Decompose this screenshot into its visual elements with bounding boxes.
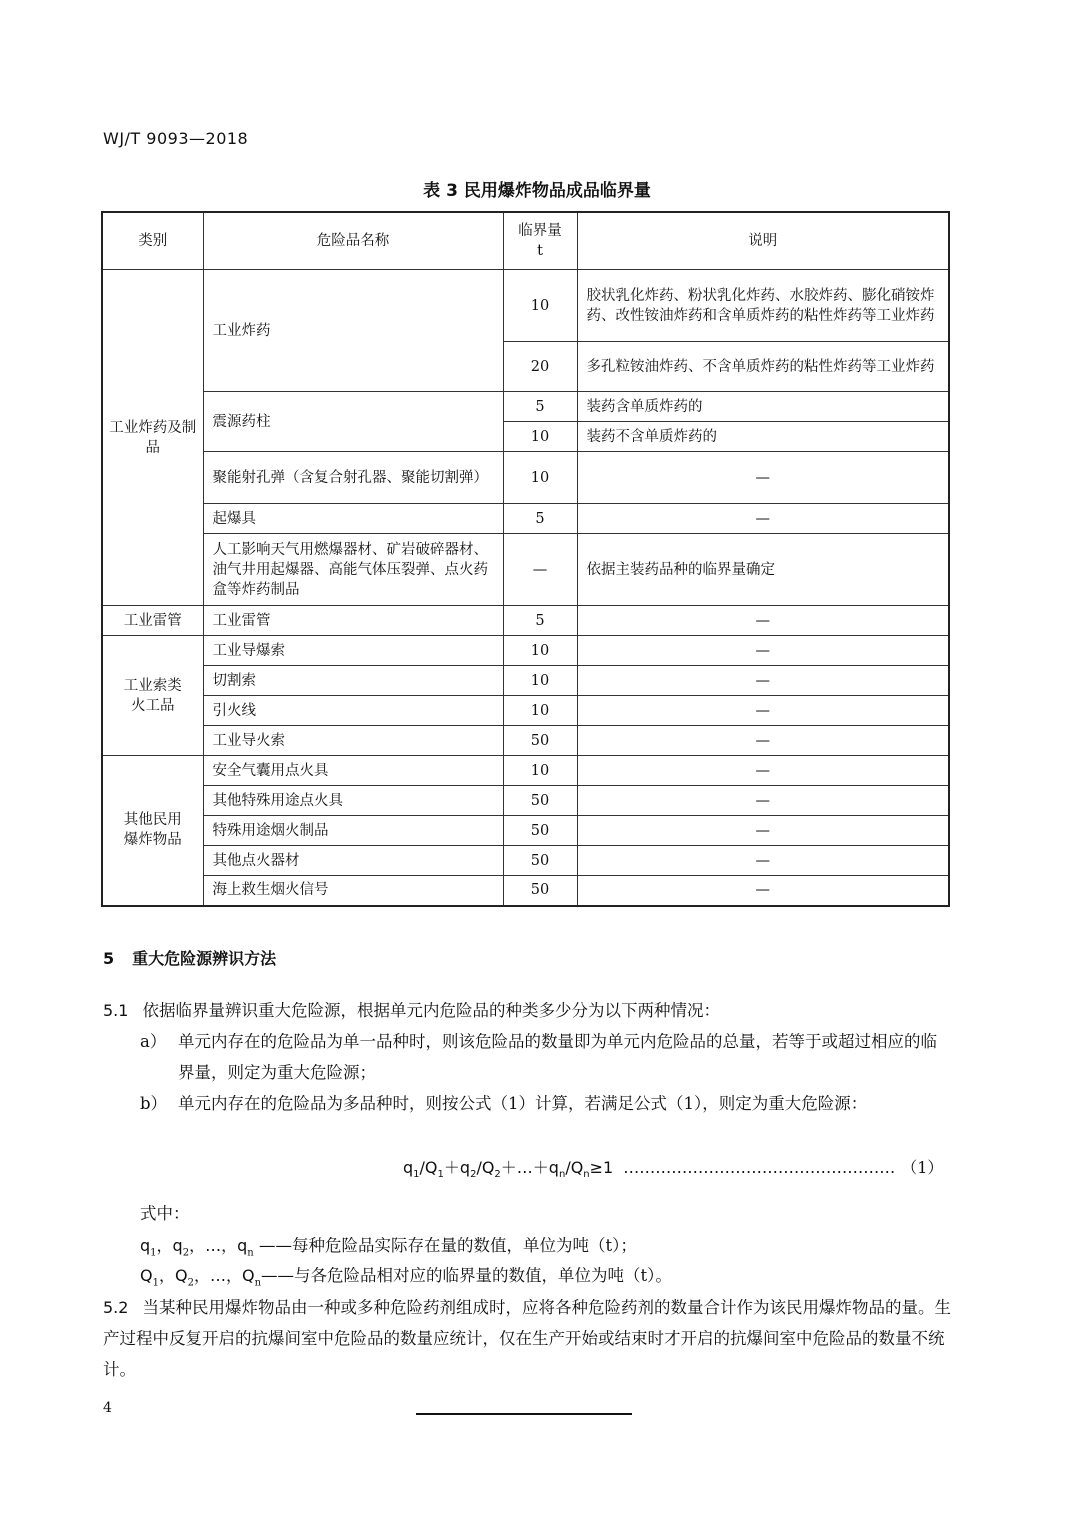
note-cell: — bbox=[577, 726, 949, 756]
table-row bbox=[102, 786, 949, 816]
header-threshold-label: 临界量 bbox=[518, 223, 562, 239]
formula-part: ＋q bbox=[443, 1158, 471, 1177]
value-cell: 10 bbox=[503, 636, 577, 666]
note-cell: — bbox=[577, 786, 949, 816]
note-cell: — bbox=[577, 606, 949, 636]
note-cell: — bbox=[577, 666, 949, 696]
header-threshold bbox=[503, 212, 577, 270]
formula-sub: 1 bbox=[413, 1169, 420, 1181]
value-cell: 10 bbox=[503, 452, 577, 504]
category-label: 工业炸药及制品 bbox=[109, 419, 197, 456]
table-row bbox=[102, 876, 949, 906]
note-cell: — bbox=[577, 756, 949, 786]
note-cell: — bbox=[577, 876, 949, 906]
table-row bbox=[102, 846, 949, 876]
value-cell: 20 bbox=[503, 342, 577, 392]
value-cell: 10 bbox=[503, 696, 577, 726]
clause-text: 当某种民用爆炸物品由一种或多种危险药剂组成时，应将各种危险药剂的数量合计作为该民用爆炸物品的量。生产过程中反复开启的抗爆间室中危险品的数量应统计，仅在生产开始或结束时才开启的抗爆间室中危险品的数量不统计。 bbox=[103, 1298, 951, 1379]
table-header-row bbox=[102, 212, 949, 270]
note-cell: 多孔粒铵油炸药、不含单质炸药的粘性炸药等工业炸药 bbox=[577, 342, 949, 392]
symbol: q bbox=[140, 1236, 151, 1255]
formula-part: ≥1 bbox=[589, 1158, 614, 1177]
name-cell: 其他点火器材 bbox=[203, 846, 503, 876]
value-cell: 50 bbox=[503, 846, 577, 876]
table-row bbox=[102, 726, 949, 756]
note-cell: — bbox=[577, 504, 949, 534]
formula-part: q bbox=[403, 1158, 414, 1177]
definition-text: ——每种危险品实际存在量的数值，单位为吨（t）； bbox=[253, 1236, 637, 1255]
header-name: 危险品名称 bbox=[203, 212, 503, 270]
formula-part: ＋…＋q bbox=[500, 1158, 559, 1177]
formula-part: /Q bbox=[419, 1158, 438, 1177]
category-label: 工业索类火工品 bbox=[123, 677, 182, 714]
formula-sub: 2 bbox=[470, 1169, 477, 1181]
note-cell: 装药不含单质炸药的 bbox=[577, 422, 949, 452]
value-cell: — bbox=[503, 534, 577, 606]
list-item-label: a） bbox=[140, 1032, 167, 1051]
formula-sub: n bbox=[583, 1169, 590, 1181]
list-item-a bbox=[140, 1026, 952, 1088]
symbol-sub: 1 bbox=[150, 1247, 157, 1259]
clause-5-2 bbox=[103, 1292, 953, 1385]
symbol-sub: 2 bbox=[182, 1247, 190, 1259]
formula-part: /Q bbox=[476, 1158, 495, 1177]
category-cell bbox=[102, 756, 203, 906]
name-cell: 其他特殊用途点火具 bbox=[203, 786, 503, 816]
value-cell: 50 bbox=[503, 816, 577, 846]
list-item-label: b） bbox=[140, 1094, 168, 1113]
table-row bbox=[102, 606, 949, 636]
name-cell: 工业雷管 bbox=[203, 606, 503, 636]
list-item-b bbox=[140, 1088, 952, 1119]
note-cell: — bbox=[577, 636, 949, 666]
value-cell: 50 bbox=[503, 786, 577, 816]
value-cell: 5 bbox=[503, 504, 577, 534]
table-row bbox=[102, 696, 949, 726]
table-row bbox=[102, 452, 949, 504]
table-row bbox=[102, 534, 949, 606]
value-cell: 5 bbox=[503, 392, 577, 422]
standard-code: WJ/T 9093—2018 bbox=[103, 129, 249, 148]
clause-5-1 bbox=[103, 995, 953, 1026]
critical-quantity-table bbox=[101, 211, 950, 907]
clause-number: 5.1 bbox=[103, 1001, 129, 1020]
definition-text: ——与各危险品相对应的临界量的数值，单位为吨（t）。 bbox=[261, 1266, 672, 1285]
symbol-sub: 2 bbox=[187, 1277, 194, 1289]
symbol-sub: n bbox=[247, 1247, 254, 1259]
name-cell: 起爆具 bbox=[203, 504, 503, 534]
value-cell: 50 bbox=[503, 876, 577, 906]
formula-leader-dots: …………………………………………… bbox=[623, 1158, 896, 1177]
note-cell: 依据主装药品种的临界量确定 bbox=[577, 534, 949, 606]
note-cell: — bbox=[577, 696, 949, 726]
name-cell: 特殊用途烟火制品 bbox=[203, 816, 503, 846]
value-cell: 10 bbox=[503, 756, 577, 786]
note-cell: — bbox=[577, 816, 949, 846]
equation-number: （1） bbox=[901, 1158, 944, 1177]
list-item-text: 单元内存在的危险品为多品种时，则按公式（1）计算，若满足公式（1），则定为重大危险源： bbox=[178, 1094, 868, 1113]
category-cell bbox=[102, 636, 203, 756]
value-cell: 10 bbox=[503, 270, 577, 342]
header-category: 类别 bbox=[102, 212, 203, 270]
table-row bbox=[102, 756, 949, 786]
symbol-sub: n bbox=[254, 1277, 262, 1289]
note-cell: 装药含单质炸药的 bbox=[577, 392, 949, 422]
category-label: 其他民用爆炸物品 bbox=[123, 812, 182, 849]
section-title: 重大危险源辨识方法 bbox=[132, 949, 277, 968]
value-cell: 50 bbox=[503, 726, 577, 756]
table-row bbox=[102, 816, 949, 846]
table-row bbox=[102, 270, 949, 342]
name-cell: 海上救生烟火信号 bbox=[203, 876, 503, 906]
formula-1 bbox=[403, 1155, 943, 1180]
name-cell: 切割索 bbox=[203, 666, 503, 696]
table-row bbox=[102, 666, 949, 696]
section-heading bbox=[103, 946, 276, 969]
formula-part: /Q bbox=[565, 1158, 584, 1177]
header-note: 说明 bbox=[577, 212, 949, 270]
name-cell: 聚能射孔弹（含复合射孔器、聚能切割弹） bbox=[203, 452, 503, 504]
clause-number: 5.2 bbox=[103, 1298, 129, 1317]
table-title: 表 3 民用爆炸物品成品临界量 bbox=[423, 181, 651, 201]
note-cell: — bbox=[577, 846, 949, 876]
symbol: ，Q bbox=[158, 1266, 188, 1285]
note-cell: — bbox=[577, 452, 949, 504]
table-row bbox=[102, 504, 949, 534]
table-row bbox=[102, 636, 949, 666]
name-cell: 引火线 bbox=[203, 696, 503, 726]
name-cell: 工业导爆索 bbox=[203, 636, 503, 666]
formula-sub: n bbox=[558, 1169, 566, 1181]
value-cell: 10 bbox=[503, 422, 577, 452]
section-number: 5 bbox=[103, 949, 115, 968]
name-cell: 人工影响天气用燃爆器材、矿岩破碎器材、油气井用起爆器、高能气体压裂弹、点火药盒等炸药制品 bbox=[203, 534, 503, 606]
footer-rule bbox=[416, 1413, 632, 1415]
symbol: ，…，Q bbox=[193, 1266, 255, 1285]
page-number: 4 bbox=[103, 1400, 112, 1416]
header-threshold-unit: t bbox=[537, 243, 543, 259]
symbol-sub: 1 bbox=[152, 1277, 159, 1289]
name-cell: 安全气囊用点火具 bbox=[203, 756, 503, 786]
clause-text: 依据临界量辨识重大危险源，根据单元内危险品的种类多少分为以下两种情况： bbox=[142, 1001, 720, 1020]
where-label: 式中： bbox=[140, 1204, 190, 1223]
value-cell: 10 bbox=[503, 666, 577, 696]
name-cell: 工业炸药 bbox=[203, 270, 503, 392]
formula-sub: 2 bbox=[494, 1169, 501, 1181]
note-cell: 胶状乳化炸药、粉状乳化炸药、水胶炸药、膨化硝铵炸药、改性铵油炸药和含单质炸药的粘性炸药等工业炸药 bbox=[577, 270, 949, 342]
formula-sub: 1 bbox=[437, 1169, 444, 1181]
category-cell bbox=[102, 270, 203, 606]
variable-definition-Q bbox=[140, 1262, 672, 1288]
category-cell: 工业雷管 bbox=[102, 606, 203, 636]
table-row bbox=[102, 392, 949, 422]
symbol: ，q bbox=[156, 1236, 183, 1255]
list-item-text: 单元内存在的危险品为单一品种时，则该危险品的数量即为单元内危险品的总量，若等于或超过相应的临界量，则定为重大危险源； bbox=[178, 1032, 937, 1082]
symbol: ，…，q bbox=[189, 1236, 248, 1255]
variable-definition-q bbox=[140, 1232, 637, 1258]
name-cell: 震源药柱 bbox=[203, 392, 503, 452]
name-cell: 工业导火索 bbox=[203, 726, 503, 756]
value-cell: 5 bbox=[503, 606, 577, 636]
symbol: Q bbox=[140, 1266, 153, 1285]
